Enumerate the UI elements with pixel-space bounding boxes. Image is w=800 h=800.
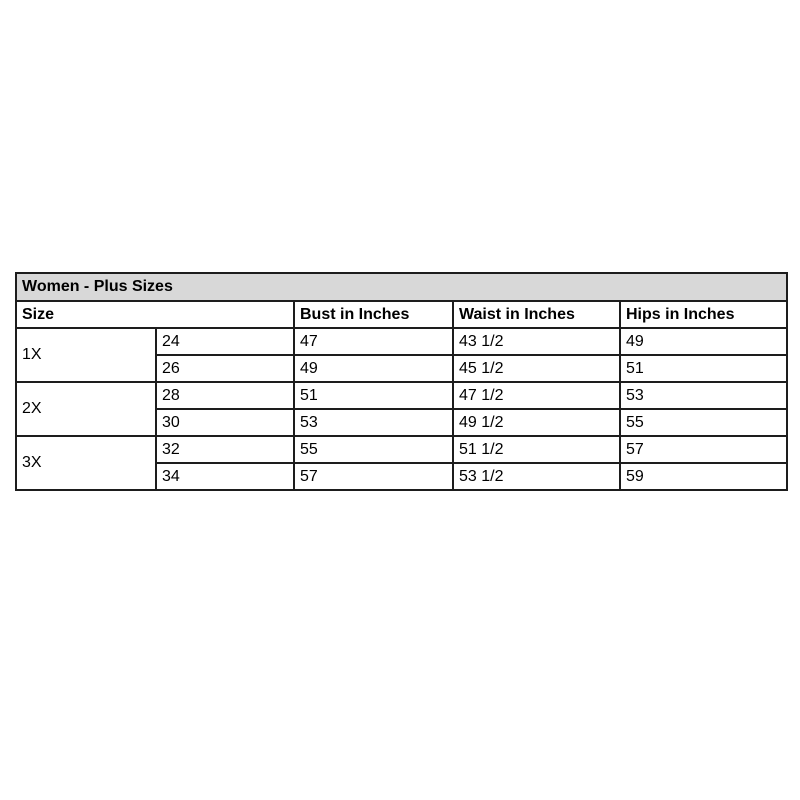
size-group-label-2x: 2X — [16, 382, 156, 436]
header-size: Size — [16, 301, 294, 328]
size-number-cell: 34 — [156, 463, 294, 490]
bust-cell: 53 — [294, 409, 453, 436]
size-number-cell: 24 — [156, 328, 294, 355]
size-group-label-3x: 3X — [16, 436, 156, 490]
hips-cell: 51 — [620, 355, 787, 382]
waist-cell: 53 1/2 — [453, 463, 620, 490]
waist-cell: 51 1/2 — [453, 436, 620, 463]
hips-cell: 53 — [620, 382, 787, 409]
bust-cell: 57 — [294, 463, 453, 490]
hips-cell: 57 — [620, 436, 787, 463]
size-number-cell: 28 — [156, 382, 294, 409]
size-number-cell: 26 — [156, 355, 294, 382]
size-number-cell: 30 — [156, 409, 294, 436]
table-title-row — [16, 273, 787, 301]
bust-cell: 51 — [294, 382, 453, 409]
waist-cell: 43 1/2 — [453, 328, 620, 355]
hips-cell: 55 — [620, 409, 787, 436]
size-chart-table — [15, 272, 788, 491]
size-number-cell: 32 — [156, 436, 294, 463]
header-bust: Bust in Inches — [294, 301, 453, 328]
hips-cell: 49 — [620, 328, 787, 355]
bust-cell: 55 — [294, 436, 453, 463]
table-row — [16, 436, 787, 463]
header-hips: Hips in Inches — [620, 301, 787, 328]
size-group-label-1x: 1X — [16, 328, 156, 382]
waist-cell: 47 1/2 — [453, 382, 620, 409]
table-header-row — [16, 301, 787, 328]
table-row — [16, 382, 787, 409]
waist-cell: 49 1/2 — [453, 409, 620, 436]
waist-cell: 45 1/2 — [453, 355, 620, 382]
header-waist: Waist in Inches — [453, 301, 620, 328]
table-title: Women - Plus Sizes — [16, 273, 787, 301]
hips-cell: 59 — [620, 463, 787, 490]
bust-cell: 49 — [294, 355, 453, 382]
bust-cell: 47 — [294, 328, 453, 355]
table-row — [16, 328, 787, 355]
